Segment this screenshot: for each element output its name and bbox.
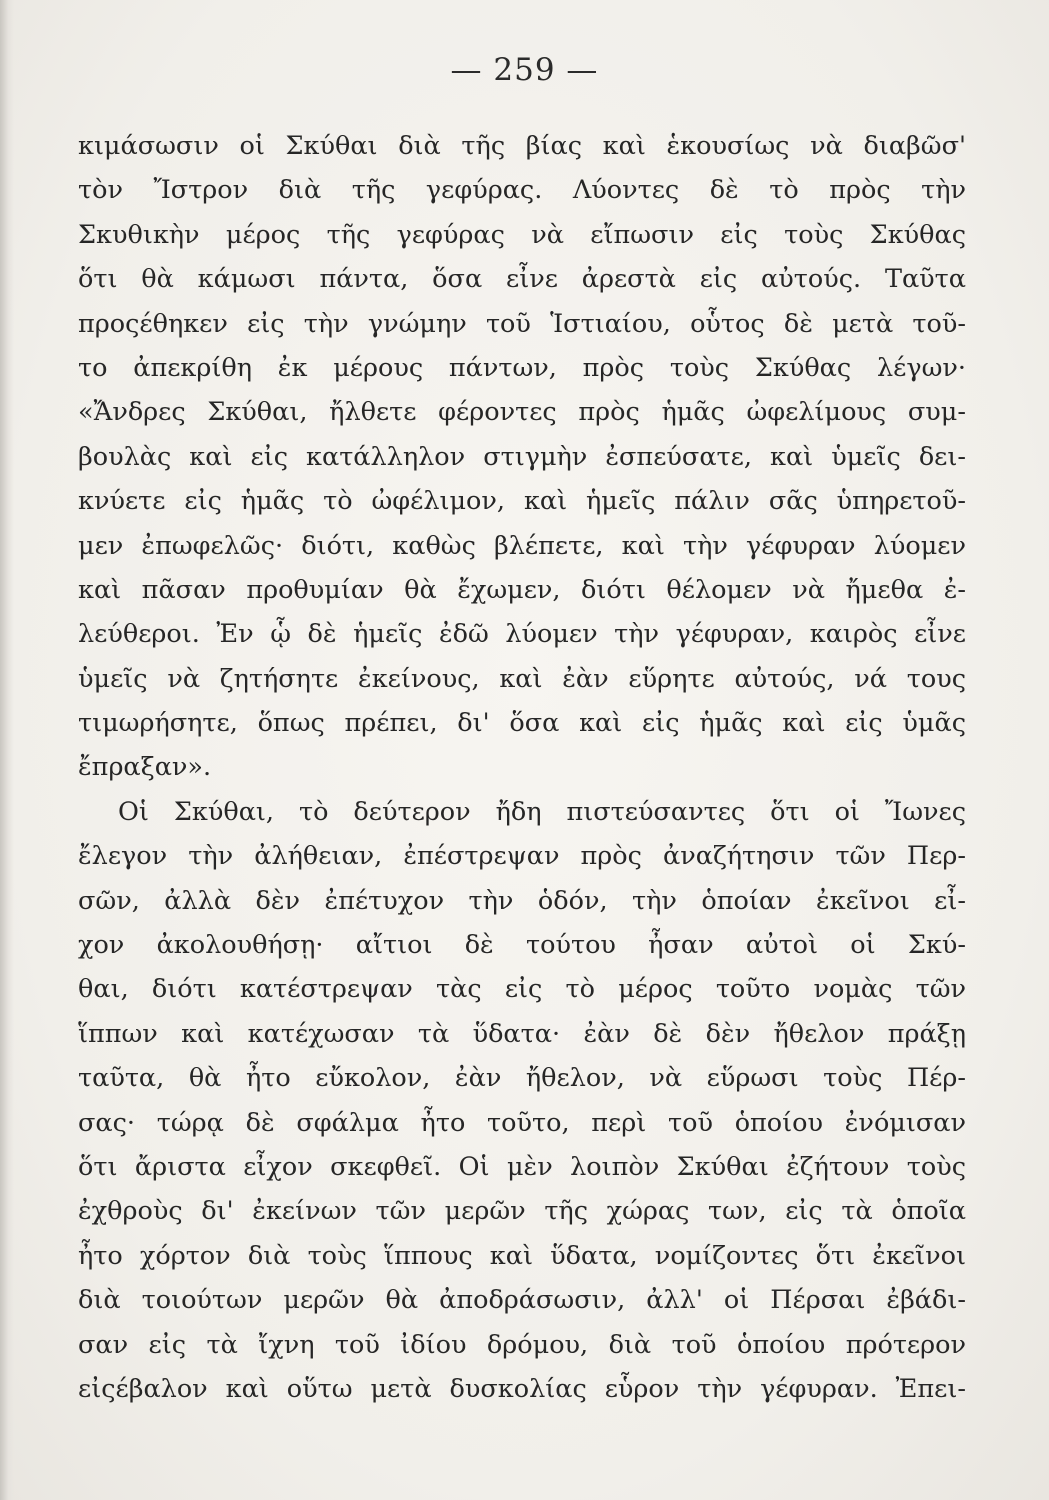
text-line: θαι, διότι κατέστρεψαν τὰς εἰς τὸ μέρος τοῦτο νομὰς τῶν bbox=[78, 974, 966, 1005]
text-line: ὅτι ἄριστα εἶχον σκεφθεῖ. Οἱ μὲν λοιπὸν Σκύθαι ἐζήτουν τοὺς bbox=[78, 1151, 966, 1182]
text-line: «Ἄνδρες Σκύθαι, ἤλθετε φέροντες πρὸς ἡμᾶς ὠφελίμους συμ- bbox=[78, 397, 966, 428]
text-line: ὅτι θὰ κάμωσι πάντα, ὅσα εἶνε ἀρεστὰ εἰς αὐτούς. Ταῦτα bbox=[78, 264, 966, 295]
text-line: σῶν, ἀλλὰ δὲν ἐπέτυχον τὴν ὁδόν, τὴν ὁποίαν ἐκεῖνοι εἶ- bbox=[78, 885, 966, 916]
text-line: Σκυθικὴν μέρος τῆς γεφύρας νὰ εἴπωσιν εἰς τοὺς Σκύθας bbox=[78, 219, 966, 250]
text-line: κνύετε εἰς ἡμᾶς τὸ ὠφέλιμον, καὶ ἡμεῖς πάλιν σᾶς ὑπηρετοῦ- bbox=[78, 486, 966, 517]
text-line: σας· τώρᾳ δὲ σφάλμα ἦτο τοῦτο, περὶ τοῦ ὁποίου ἐνόμισαν bbox=[78, 1107, 966, 1138]
text-line: ἔπραξαν». bbox=[78, 752, 212, 783]
text-line: μεν ἐπωφελῶς· διότι, καθὼς βλέπετε, καὶ τὴν γέφυραν λύομεν bbox=[78, 530, 966, 561]
text-line: ἵππων καὶ κατέχωσαν τὰ ὕδατα· ἐὰν δὲ δὲν ἤθελον πράξῃ bbox=[78, 1018, 966, 1049]
text-line: χον ἀκολουθήσῃ· αἴτιοι δὲ τούτου ἦσαν αὐτοὶ οἱ Σκύ- bbox=[78, 930, 966, 961]
text-line: κιμάσωσιν οἱ Σκύθαι διὰ τῆς βίας καὶ ἑκουσίως νὰ διαβῶσ' bbox=[78, 131, 966, 161]
body-text bbox=[78, 124, 966, 1411]
text-line: ὑμεῖς νὰ ζητήσητε ἐκείνους, καὶ ἐὰν εὕρητε αὐτούς, νά τους bbox=[78, 663, 966, 694]
text-line: ἦτο χόρτον διὰ τοὺς ἵππους καὶ ὕδατα, νομίζοντες ὅτι ἐκεῖνοι bbox=[78, 1240, 966, 1271]
text-line: εἰςέβαλον καὶ οὕτω μετὰ δυσκολίας εὗρον τὴν γέφυραν. Ἐπει- bbox=[78, 1373, 966, 1404]
text-line: λεύθεροι. Ἐν ᾧ δὲ ἡμεῖς ἐδῶ λύομεν τὴν γέφυραν, καιρὸς εἶνε bbox=[78, 619, 966, 650]
text-line: ἐχθροὺς δι' ἐκείνων τῶν μερῶν τῆς χώρας των, εἰς τὰ ὁποῖα bbox=[78, 1196, 966, 1227]
text-line: σαν εἰς τὰ ἴχνη τοῦ ἰδίου δρόμου, διὰ τοῦ ὁποίου πρότερον bbox=[78, 1329, 966, 1360]
text-line: Οἱ Σκύθαι, τὸ δεύτερον ἤδη πιστεύσαντες ὅτι οἱ Ἴωνες bbox=[118, 796, 966, 827]
text-line: τὸν Ἴστρον διὰ τῆς γεφύρας. Λύοντες δὲ τὸ πρὸς τὴν bbox=[78, 175, 966, 206]
text-line: τιμωρήσητε, ὅπως πρέπει, δι' ὅσα καὶ εἰς ἡμᾶς καὶ εἰς ὑμᾶς bbox=[78, 708, 966, 739]
text-line: προςέθηκεν εἰς τὴν γνώμην τοῦ Ἱστιαίου, οὗτος δὲ μετὰ τοῦ- bbox=[78, 308, 966, 339]
text-line: το ἀπεκρίθη ἐκ μέρους πάντων, πρὸς τοὺς Σκύθας λέγων· bbox=[78, 352, 966, 383]
text-line: ἔλεγον τὴν ἀλήθειαν, ἐπέστρεψαν πρὸς ἀναζήτησιν τῶν Περ- bbox=[78, 841, 966, 872]
text-line: ταῦτα, θὰ ἦτο εὔκολον, ἐὰν ἤθελον, νὰ εὕρωσι τοὺς Πέρ- bbox=[78, 1063, 966, 1094]
page-binding-edge bbox=[0, 0, 14, 1500]
page-number: — 259 — bbox=[450, 52, 599, 88]
text-line: βουλὰς καὶ εἰς κατάλληλον στιγμὴν ἐσπεύσατε, καὶ ὑμεῖς δει- bbox=[78, 441, 966, 472]
text-line: διὰ τοιούτων μερῶν θὰ ἀποδράσωσιν, ἀλλ' οἱ Πέρσαι ἐβάδι- bbox=[78, 1285, 966, 1316]
text-line: καὶ πᾶσαν προθυμίαν θὰ ἔχωμεν, διότι θέλομεν νὰ ἤμεθα ἐ- bbox=[78, 574, 966, 605]
